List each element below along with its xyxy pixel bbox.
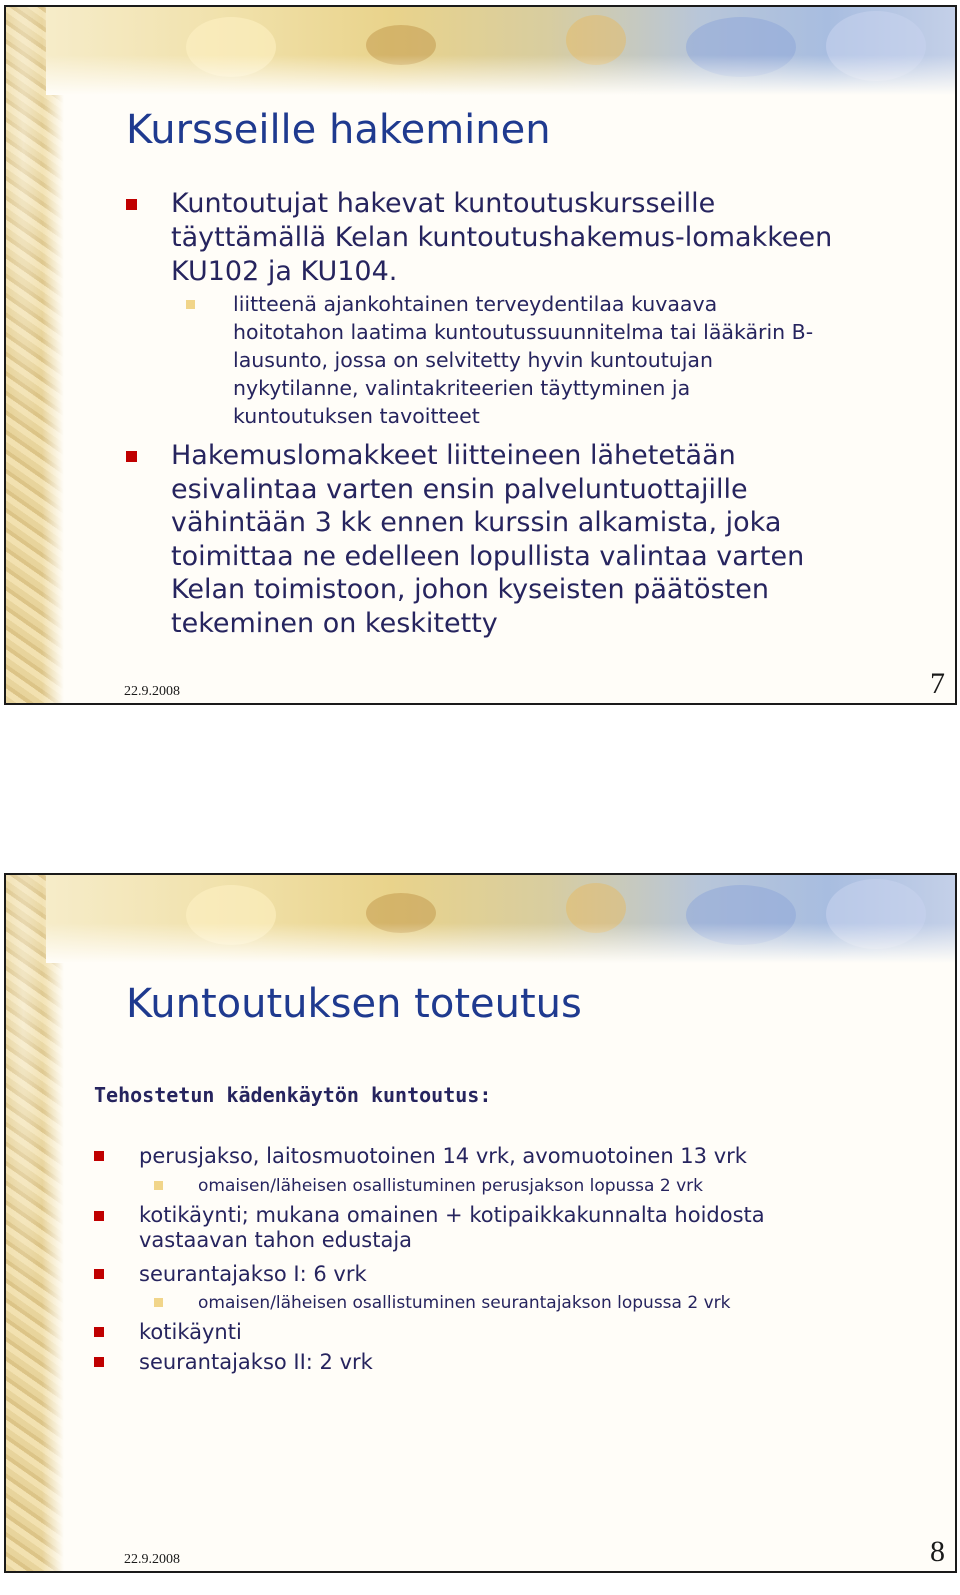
bullet-item [94, 1203, 765, 1253]
bullet-text: Hakemuslomakkeet liitteineen lähetetään esivalintaa varten ensin palveluntuottajille vähintään 3 kk ennen kurssin alkamista, joka toimittaa ne edelleen lopullista valintaa varten Kelan toimistoon, johon kyseisten päätösten tekeminen on keskitetty [171, 440, 805, 639]
red-square-bullet-icon [94, 1151, 104, 1161]
bullet-item [94, 1143, 747, 1169]
slide-title: Kuntoutuksen toteutus [126, 981, 582, 1027]
red-square-bullet-icon [94, 1327, 104, 1337]
sub-bullet-text: omaisen/läheisen osallistuminen seurantajakson lopussa 2 vrk [198, 1293, 731, 1313]
slide-kuntoutuksen-toteutus [4, 873, 957, 1573]
bullet-text: Kuntoutujat hakevat kuntoutuskursseille täyttämällä Kelan kuntoutushakemus-lomakkeen KU102 ja KU104. [171, 188, 833, 287]
gold-square-bullet-icon [154, 1298, 163, 1307]
sub-bullet-text: omaisen/läheisen osallistuminen perusjakson lopussa 2 vrk [198, 1176, 703, 1196]
decorative-top-band [46, 7, 955, 95]
bullet-text: kotikäynti; mukana omainen + kotipaikkakunnalta hoidosta vastaavan tahon edustaja [139, 1203, 765, 1252]
red-square-bullet-icon [94, 1357, 104, 1367]
slide-page-number: 7 [930, 667, 945, 700]
decorative-left-strip [6, 7, 64, 703]
bullet-text: seurantajakso I: 6 vrk [139, 1262, 367, 1286]
gold-square-bullet-icon [154, 1181, 163, 1190]
sub-bullet-item [154, 1292, 730, 1314]
slide-title: Kursseille hakeminen [126, 107, 551, 153]
slide-date: 22.9.2008 [124, 1552, 180, 1567]
red-square-bullet-icon [126, 199, 137, 210]
bullet-item [94, 1349, 373, 1375]
bullet-item [126, 187, 832, 289]
bullet-text: kotikäynti [139, 1320, 242, 1344]
red-square-bullet-icon [94, 1269, 104, 1279]
gold-square-bullet-icon [186, 300, 195, 309]
slide-page-number: 8 [930, 1535, 945, 1568]
slide-kursseille-hakeminen [4, 5, 957, 705]
decorative-left-strip [6, 875, 64, 1571]
red-square-bullet-icon [126, 451, 137, 462]
decorative-top-band [46, 875, 955, 963]
bullet-text: seurantajakso II: 2 vrk [139, 1350, 373, 1374]
bullet-text: perusjakso, laitosmuotoinen 14 vrk, avomuotoinen 13 vrk [139, 1144, 747, 1168]
red-square-bullet-icon [94, 1211, 104, 1221]
bullet-item [94, 1319, 242, 1345]
bullet-item [94, 1261, 367, 1287]
section-subheading: Tehostetun kädenkäytön kuntoutus: [94, 1083, 492, 1107]
sub-bullet-item [186, 290, 813, 430]
bullet-item [126, 439, 804, 640]
slide-date: 22.9.2008 [124, 684, 180, 699]
sub-bullet-item [154, 1175, 703, 1197]
sub-bullet-text: liitteenä ajankohtainen terveydentilaa kuvaava hoitotahon laatima kuntoutussuunnitelma tai lääkärin B- lausunto, jossa on selvitetty hyvin kuntoutujan nykytilanne, valintakriteerien täyttyminen ja kuntoutuksen tavoitteet [233, 292, 814, 428]
